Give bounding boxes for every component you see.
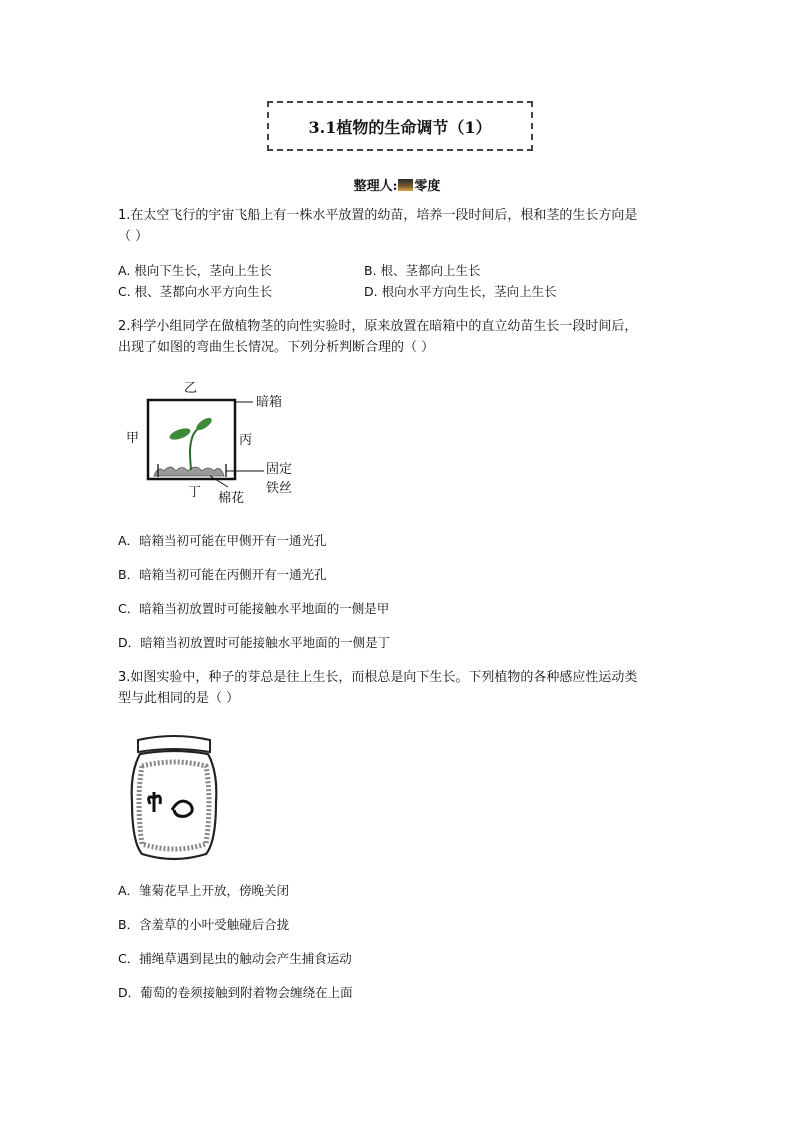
question-1-option-a: A. 根向下生长，茎向上生长	[118, 263, 272, 278]
question-1-option-d: D. 根向水平方向生长，茎向上生长	[364, 284, 557, 299]
question-3-stem-line2: 型与此相同的是（ ）	[118, 691, 240, 706]
seed-jar-figure	[124, 732, 224, 864]
question-2-option-d: D．暗箱当初放置时可能接触水平地面的一侧是丁	[118, 635, 391, 650]
seedling-leaf-left	[168, 426, 192, 442]
author-line	[0, 175, 794, 194]
author-label: 整理人:	[353, 179, 398, 194]
cotton-base	[154, 467, 224, 476]
label-fixed: 固定	[266, 462, 293, 477]
question-3-option-d: D．葡萄的卷须接触到附着物会缠绕在上面	[118, 985, 353, 1000]
question-3-option-b: B．含羞草的小叶受触碰后合拢	[118, 917, 290, 932]
question-3-stem-line1: 3.如图实验中，种子的芽总是往上生长，而根总是向下生长。下列植物的各种感应性运动类	[118, 670, 638, 685]
question-2-stem-line1: 2.科学小组同学在做植物茎的向性实验时，原来放置在暗箱中的直立幼苗生长一段时间后，	[118, 319, 638, 334]
cotton-pointer-line	[210, 476, 228, 487]
question-2-option-c: C．暗箱当初放置时可能接触水平地面的一侧是甲	[118, 601, 390, 616]
question-3-option-c: C．捕绳草遇到昆虫的触动会产生捕食运动	[118, 951, 352, 966]
label-bing: 丙	[239, 433, 253, 448]
question-1	[118, 205, 688, 247]
label-ding: 丁	[188, 485, 202, 500]
question-2-option-b: B．暗箱当初可能在丙侧开有一通光孔	[118, 567, 327, 582]
question-1-stem-line1: 1.在太空飞行的宇宙飞船上有一株水平放置的幼苗，培养一段时间后，根和茎的生长方向是	[118, 208, 638, 223]
label-cotton: 棉花	[218, 491, 245, 506]
page-title: 3.1植物的生命调节（1）	[308, 117, 492, 137]
label-wire: 铁丝	[266, 481, 293, 496]
question-3	[118, 667, 688, 709]
author-name: 零度	[414, 179, 441, 194]
author-avatar	[398, 179, 413, 191]
label-yi: 乙	[184, 381, 198, 396]
page-title-box	[267, 101, 533, 151]
question-3-option-a: A．雏菊花早上开放，傍晚关闭	[118, 883, 290, 898]
label-dark-box: 暗箱	[256, 395, 283, 410]
question-1-option-c: C. 根、茎都向水平方向生长	[118, 284, 273, 299]
question-1-stem-line2: （ ）	[118, 229, 149, 244]
question-2	[118, 316, 688, 358]
question-1-option-b: B. 根、茎都向上生长	[364, 263, 481, 278]
question-2-stem-line2: 出现了如图的弯曲生长情况。下列分析判断合理的（ ）	[118, 340, 435, 355]
question-2-option-a: A．暗箱当初可能在甲侧开有一通光孔	[118, 533, 327, 548]
dark-box-figure	[118, 372, 318, 512]
jar-lid	[138, 736, 210, 752]
label-jia: 甲	[126, 431, 140, 446]
seedling-stem	[190, 427, 200, 470]
